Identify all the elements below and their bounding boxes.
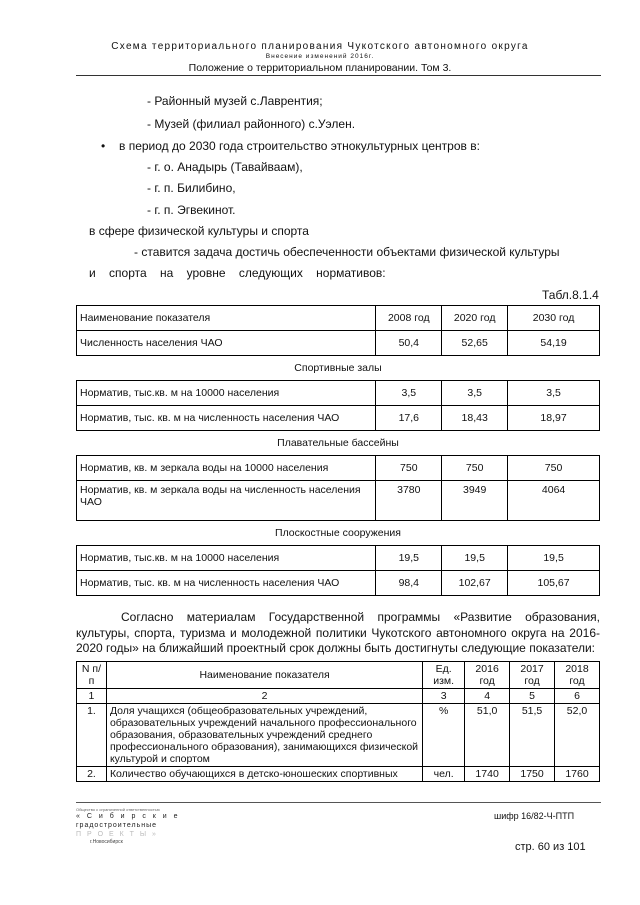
table-header-row — [77, 662, 600, 689]
table-cell: 19,5 — [442, 546, 508, 571]
section-title: Плоскостные сооружения — [275, 527, 401, 539]
table-cell: 105,67 — [508, 571, 600, 596]
table-cell: Норматив, тыс. кв. м на численность населения ЧАО — [77, 406, 376, 431]
table-cell: 19,5 — [376, 546, 442, 571]
table-cell: 750 — [376, 456, 442, 481]
table-cell: 19,5 — [508, 546, 600, 571]
table-header-cell: 2017 год — [510, 662, 555, 689]
table-cell: 3,5 — [508, 381, 600, 406]
table-row — [77, 571, 600, 596]
table-cell: % — [423, 704, 465, 767]
table-cell: Доля учащихся (общеобразовательных учреждений, образовательных учреждений начального профессионального образования, образовательных учреждений среднего профессионального образования), занимающихся физической культурой и спортом — [106, 704, 422, 767]
column-number: 3 — [423, 689, 465, 704]
logo-line: « С и б и р с к и е — [76, 813, 181, 820]
table-cell: 750 — [442, 456, 508, 481]
column-number: 4 — [465, 689, 510, 704]
table-cell: 1. — [77, 704, 107, 767]
table-cell: Норматив, тыс. кв. м на численность населения ЧАО — [77, 571, 376, 596]
logo-line: П Р О Е К Т Ы » — [76, 831, 158, 838]
doc-volume: Положение о территориальном планировании. Том 3. — [188, 62, 452, 74]
table-row — [77, 456, 600, 481]
header-divider — [76, 75, 601, 76]
table-cell: Норматив, кв. м зеркала воды на численность населения ЧАО — [77, 481, 376, 521]
logo-city: г.Новосибирск — [90, 839, 123, 845]
table-cell: 1750 — [510, 767, 555, 782]
table-cell: Норматив, кв. м зеркала воды на 10000 населения — [77, 456, 376, 481]
doc-code: шифр 16/82-Ч-ПТП — [494, 811, 575, 821]
table-cell: 4064 — [508, 481, 600, 521]
norms-table — [76, 305, 600, 596]
text-line: - г. п. Билибино, — [147, 181, 236, 195]
table-cell: Количество обучающихся в детско-юношеских спортивных — [106, 767, 422, 782]
table-cell: 51,5 — [510, 704, 555, 767]
table-row — [77, 704, 600, 767]
table-header-cell: N п/п — [77, 662, 107, 689]
text-line: - Музей (филиал районного) с.Уэлен. — [147, 117, 356, 131]
column-number: 1 — [77, 689, 107, 704]
text-line: в сфере физической культуры и спорта — [89, 224, 309, 238]
table-cell: 51,0 — [465, 704, 510, 767]
table-row — [77, 481, 600, 521]
table-header-cell: 2030 год — [508, 306, 600, 331]
table-cell: 3,5 — [376, 381, 442, 406]
table-header-cell: Наименование показателя — [106, 662, 422, 689]
section-title: Спортивные залы — [294, 362, 382, 374]
table-cell: 50,4 — [376, 331, 442, 356]
bullet: • — [101, 139, 106, 153]
table-cell: 52,65 — [442, 331, 508, 356]
table-header-cell: Ед. изм. — [423, 662, 465, 689]
table-row — [77, 331, 600, 356]
logo-org-type: Общество с ограниченной ответственностью — [76, 807, 160, 812]
doc-subtitle: Внесение изменений 2016г. — [265, 53, 375, 60]
indicators-table — [76, 661, 600, 782]
table-cell: 52,0 — [555, 704, 600, 767]
table-header-cell: 2020 год — [442, 306, 508, 331]
text-line: - ставится задача достичь обеспеченности объектами физической культуры — [134, 245, 560, 259]
table-cell: 102,67 — [442, 571, 508, 596]
table-cell: 17,6 — [376, 406, 442, 431]
column-number: 5 — [510, 689, 555, 704]
table-caption: Табл.8.1.4 — [542, 288, 599, 302]
page-number: стр. 60 из 101 — [515, 841, 586, 853]
logo-line: градостроительные — [76, 822, 158, 829]
table-cell: 54,19 — [508, 331, 600, 356]
table-row — [77, 546, 600, 571]
table-cell: 2. — [77, 767, 107, 782]
table-cell: 750 — [508, 456, 600, 481]
table-header-row — [77, 306, 600, 331]
text-line: - г. п. Эгвекинот. — [147, 203, 236, 217]
text-line: и спорта на уровне следующих нормативов: — [89, 266, 386, 280]
table-header-cell: Наименование показателя — [77, 306, 376, 331]
table-row — [77, 406, 600, 431]
table-row — [77, 767, 600, 782]
company-logo — [76, 807, 206, 845]
table-row — [77, 381, 600, 406]
text-line: в период до 2030 года строительство этнокультурных центров в: — [119, 139, 480, 153]
table-header-cell: 2016 год — [465, 662, 510, 689]
table-cell: 3,5 — [442, 381, 508, 406]
table-cell: Норматив, тыс.кв. м на 10000 населения — [77, 546, 376, 571]
doc-title: Схема территориального планирования Чукотского автономного округа — [111, 41, 529, 52]
table-cell: 3949 — [442, 481, 508, 521]
table-cell: Численность населения ЧАО — [77, 331, 376, 356]
column-number: 2 — [106, 689, 422, 704]
column-number-row — [77, 689, 600, 704]
table-cell: 98,4 — [376, 571, 442, 596]
text-line: - г. о. Анадырь (Тавайваам), — [147, 160, 303, 174]
text-line: - Районный музей с.Лаврентия; — [147, 94, 323, 108]
table-cell: 18,97 — [508, 406, 600, 431]
body-paragraph: Согласно материалам Государственной программы «Развитие образования, культуры, спорта, туризма и молодежной политики Чукотского автономного округа на 2016-2020 годы» на ближайший проектный срок должны быть достигнуты следующие показатели: — [76, 610, 600, 655]
table-header-cell: 2008 год — [376, 306, 442, 331]
table-cell: Норматив, тыс.кв. м на 10000 населения — [77, 381, 376, 406]
table-cell: 1760 — [555, 767, 600, 782]
footer-divider — [76, 802, 601, 803]
table-header-cell: 2018 год — [555, 662, 600, 689]
section-title: Плавательные бассейны — [277, 437, 399, 449]
table-cell: 1740 — [465, 767, 510, 782]
table-cell: 18,43 — [442, 406, 508, 431]
table-cell: 3780 — [376, 481, 442, 521]
table-cell: чел. — [423, 767, 465, 782]
column-number: 6 — [555, 689, 600, 704]
